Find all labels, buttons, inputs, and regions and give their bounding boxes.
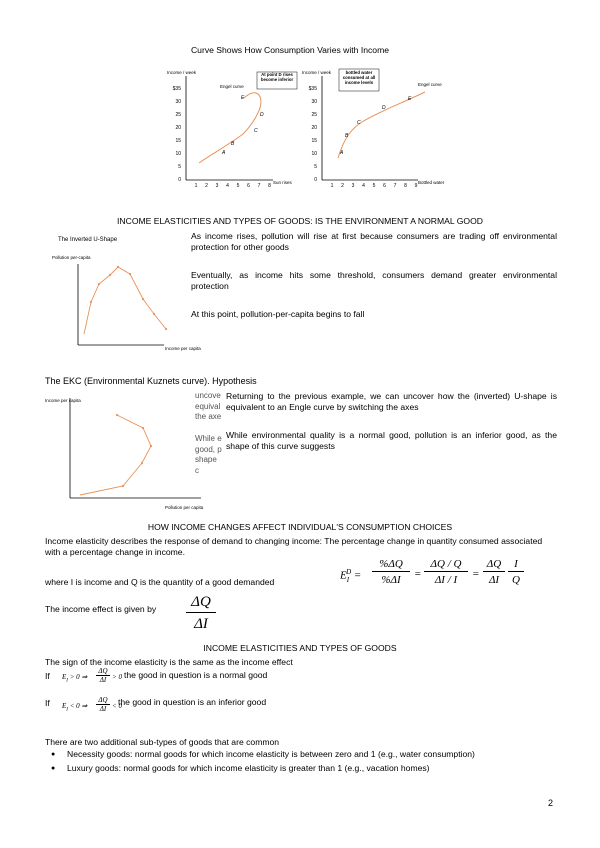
figure-title: Curve Shows How Consumption Varies with Income [190, 45, 390, 55]
left-point-label: D [260, 112, 264, 118]
left-ytick: 10 [175, 151, 181, 157]
section3-paragraph-2: where I is income and Q is the quantity of a good demanded [45, 577, 275, 587]
left-point-label: B [231, 141, 235, 147]
left-xlabel: Sun rises [273, 180, 292, 185]
inferior-condition-formula: $E_I < 0$ ⇒ ΔQ ΔI < 0 [62, 696, 122, 713]
right-xtick: 7 [393, 183, 397, 189]
right-point-label: E [408, 96, 412, 102]
inverted-u-chart [40, 232, 201, 362]
normal-good-result: the good in question is a normal good [124, 670, 268, 680]
right-xtick: 2 [341, 183, 344, 189]
left-ylabel: Income / week [167, 70, 197, 75]
section1-paragraph-1: As income rises, pollution will rise at first because consumers are trading off environmental protection for other goods [191, 231, 557, 252]
left-xtick: 2 [205, 183, 208, 189]
elasticity-formula: $E_I^D$ = %ΔQ %ΔI = ΔQ / Q ΔI / I = ΔQ ΔI I Q [340, 558, 550, 594]
right-xtick: 6 [383, 183, 386, 189]
right-engel-label: Engel curve [418, 82, 442, 87]
right-point-label: B [345, 133, 349, 139]
right-ytick: 25 [311, 112, 317, 118]
left-xtick: 5 [236, 183, 240, 189]
left-xtick: 7 [257, 183, 261, 189]
section2-paragraph-2: While environmental quality is a normal good, pollution is an inferior good, as the shape of this curve suggests [226, 430, 557, 451]
ghost-text-1: uncove equival the axe [195, 391, 222, 421]
section3-heading: HOW INCOME CHANGES AFFECT INDIVIDUAL'S CONSUMPTION CHOICES [147, 522, 453, 532]
if-label-1: If [45, 671, 50, 681]
right-ytick: 0 [314, 177, 317, 183]
section1-paragraph-3: At this point, pollution-per-capita begins to fall [191, 309, 365, 319]
bullet-luxury: ● Luxury goods: normal goods for which income elasticity is greater than 1 (e.g., vacation homes) [45, 763, 557, 774]
left-engel-label: Engel curve [220, 84, 244, 89]
right-ylabel: Income / week [302, 70, 332, 75]
left-xtick: 6 [247, 183, 250, 189]
left-ytick: 25 [175, 112, 181, 118]
left-xtick: 3 [215, 183, 219, 189]
left-ytick: 30 [175, 99, 181, 105]
section3-paragraph-3: The income effect is given by [45, 604, 157, 614]
right-point-label: C [357, 120, 361, 126]
left-ytick: 0 [178, 177, 181, 183]
section3-paragraph-1: Income elasticity describes the response of demand to changing income: The percentage change in quantity consumed associated with a percentage change in income. [45, 536, 543, 557]
right-point-label: A [340, 150, 344, 156]
goods-bullet-list [45, 749, 557, 774]
left-ytick: $35 [172, 86, 181, 92]
right-ytick: 5 [314, 164, 317, 170]
right-callout: bottled water consumed at all income levels [342, 70, 376, 85]
right-xtick: 1 [330, 183, 334, 189]
right-xtick: 4 [362, 183, 365, 189]
section4-heading: INCOME ELASTICITIES AND TYPES OF GOODS [203, 643, 397, 653]
engel-chart-right [300, 66, 445, 192]
right-ytick: 10 [311, 151, 317, 157]
inferior-good-result: the good in question is an inferior good [118, 697, 267, 707]
inverted-u-title: The Inverted U-Shape [58, 237, 118, 243]
inverted-u-xlabel: Income per capita [165, 346, 201, 351]
left-xtick: 4 [226, 183, 229, 189]
left-ytick: 15 [175, 138, 181, 144]
right-point-label: D [382, 105, 386, 111]
right-ytick: 15 [311, 138, 317, 144]
if-label-2: If [45, 698, 50, 708]
left-xtick: 1 [194, 183, 198, 189]
left-point-label: E [241, 95, 245, 101]
section2-heading: The EKC (Environmental Kuznets curve). Hypothesis [45, 376, 257, 386]
page-number: 2 [548, 798, 554, 808]
income-effect-formula: ΔQ ΔI [186, 594, 216, 633]
ghost-text-2: While e good, p shape c [195, 434, 222, 475]
left-ytick: 20 [175, 125, 181, 131]
right-ytick: 30 [311, 99, 317, 105]
right-xtick: 9 [414, 183, 418, 189]
ekc-ylabel: Income per capita [45, 398, 81, 403]
right-xtick: 8 [404, 183, 407, 189]
inverted-u-ylabel: Pollution per-capita [52, 255, 91, 260]
left-xtick: 8 [268, 183, 271, 189]
normal-condition-formula: $E_I > 0$ ⇒ ΔQ ΔI > 0 [62, 667, 122, 684]
right-xlabel: Bottled water [418, 180, 445, 185]
section2-paragraph-1: Returning to the previous example, we can uncover how the (inverted) U-shape is equivalent to an Engle curve by switching the axes [226, 391, 557, 412]
left-point-label: C [254, 128, 258, 134]
right-ytick: $35 [308, 86, 317, 92]
left-callout: At point D rises become inferior [260, 72, 294, 82]
right-xtick: 3 [351, 183, 355, 189]
section1-paragraph-2: Eventually, as income hits some threshold, consumers demand greater environmental protection [191, 270, 557, 291]
bullet-necessity: ● Necessity goods: normal goods for which income elasticity is between zero and 1 (e.g., water consumption) [45, 749, 557, 760]
right-xtick: 5 [372, 183, 376, 189]
section1-heading: INCOME ELASTICITIES AND TYPES OF GOODS: IS THE ENVIRONMENT A NORMAL GOOD [117, 216, 483, 226]
left-point-label: A [222, 150, 226, 156]
left-ytick: 5 [178, 164, 181, 170]
section4-paragraph-1: The sign of the income elasticity is the same as the income effect [45, 657, 293, 667]
section4-paragraph-2: There are two additional sub-types of goods that are common [45, 737, 280, 747]
right-ytick: 20 [311, 125, 317, 131]
ekc-xlabel: Pollution per capita [165, 505, 204, 510]
engel-chart-left [165, 66, 305, 192]
